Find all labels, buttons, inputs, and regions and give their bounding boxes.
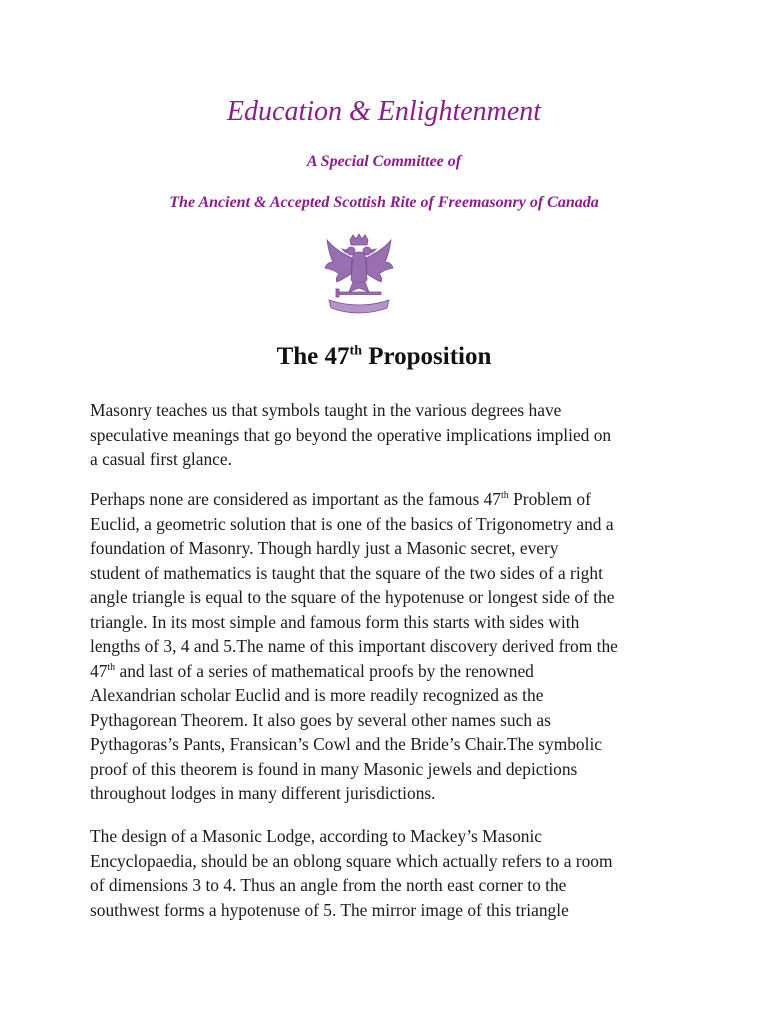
text-line: student of mathematics is taught that the square of the two sides of a right [90, 562, 603, 583]
text-line: a casual first glance. [90, 449, 232, 469]
text-line: Pythagorean Theorem. It also goes by several other names such as [90, 709, 551, 730]
text-line: Pythagoras’s Pants, Fransican’s Cowl and the Bride’s Chair.The symbolic [90, 734, 603, 754]
text-line: 47th and last of a series of mathematical proofs by the renowned [90, 660, 534, 681]
text-line: proof of this theorem is found in many Masonic jewels and depictions [90, 758, 578, 779]
text-line: Euclid, a geometric solution that is one of the basics of Trigonometry and a [90, 513, 614, 534]
paragraph-lodge-design [90, 824, 682, 922]
text-line: The design of a Masonic Lodge, according to Mackey’s Masonic [90, 826, 543, 846]
text-line: throughout lodges in many different jurisdictions. [90, 783, 436, 803]
paragraph-euclid [90, 487, 682, 806]
text-line: of dimensions 3 to 4. Thus an angle from the north east corner to the [90, 875, 567, 895]
committee-subtitle: A Special Committee of [306, 153, 462, 170]
text-line: Masonry teaches us that symbols taught in the various degrees have [90, 400, 562, 420]
text-line: foundation of Masonry. Though hardly just a Masonic secret, every [90, 538, 559, 558]
text-line: Perhaps none are considered as important as the famous 47th Problem of [90, 489, 591, 509]
text-line: southwest forms a hypotenuse of 5. The mirror image of this triangle [90, 899, 569, 920]
text-line: angle triangle is equal to the square of the hypotenuse or longest side of the [90, 587, 615, 607]
paragraph-intro [90, 398, 682, 472]
double-headed-eagle-icon [317, 232, 401, 316]
text-line: lengths of 3, 4 and 5.The name of this important discovery derived from the [90, 636, 618, 656]
text-line: Alexandrian scholar Euclid and is more readily recognized as the [90, 685, 544, 705]
rite-subtitle: The Ancient & Accepted Scottish Rite of Freemasonry of Canada [169, 194, 599, 211]
organization-title: Education & Enlightenment [226, 96, 542, 127]
text-line: Encyclopaedia, should be an oblong square which actually refers to a room [90, 850, 613, 871]
text-line: triangle. In its most simple and famous form this starts with sides with [90, 611, 580, 632]
document-title: The 47th Proposition [276, 343, 492, 370]
text-line: speculative meanings that go beyond the operative implications implied on [90, 424, 612, 445]
